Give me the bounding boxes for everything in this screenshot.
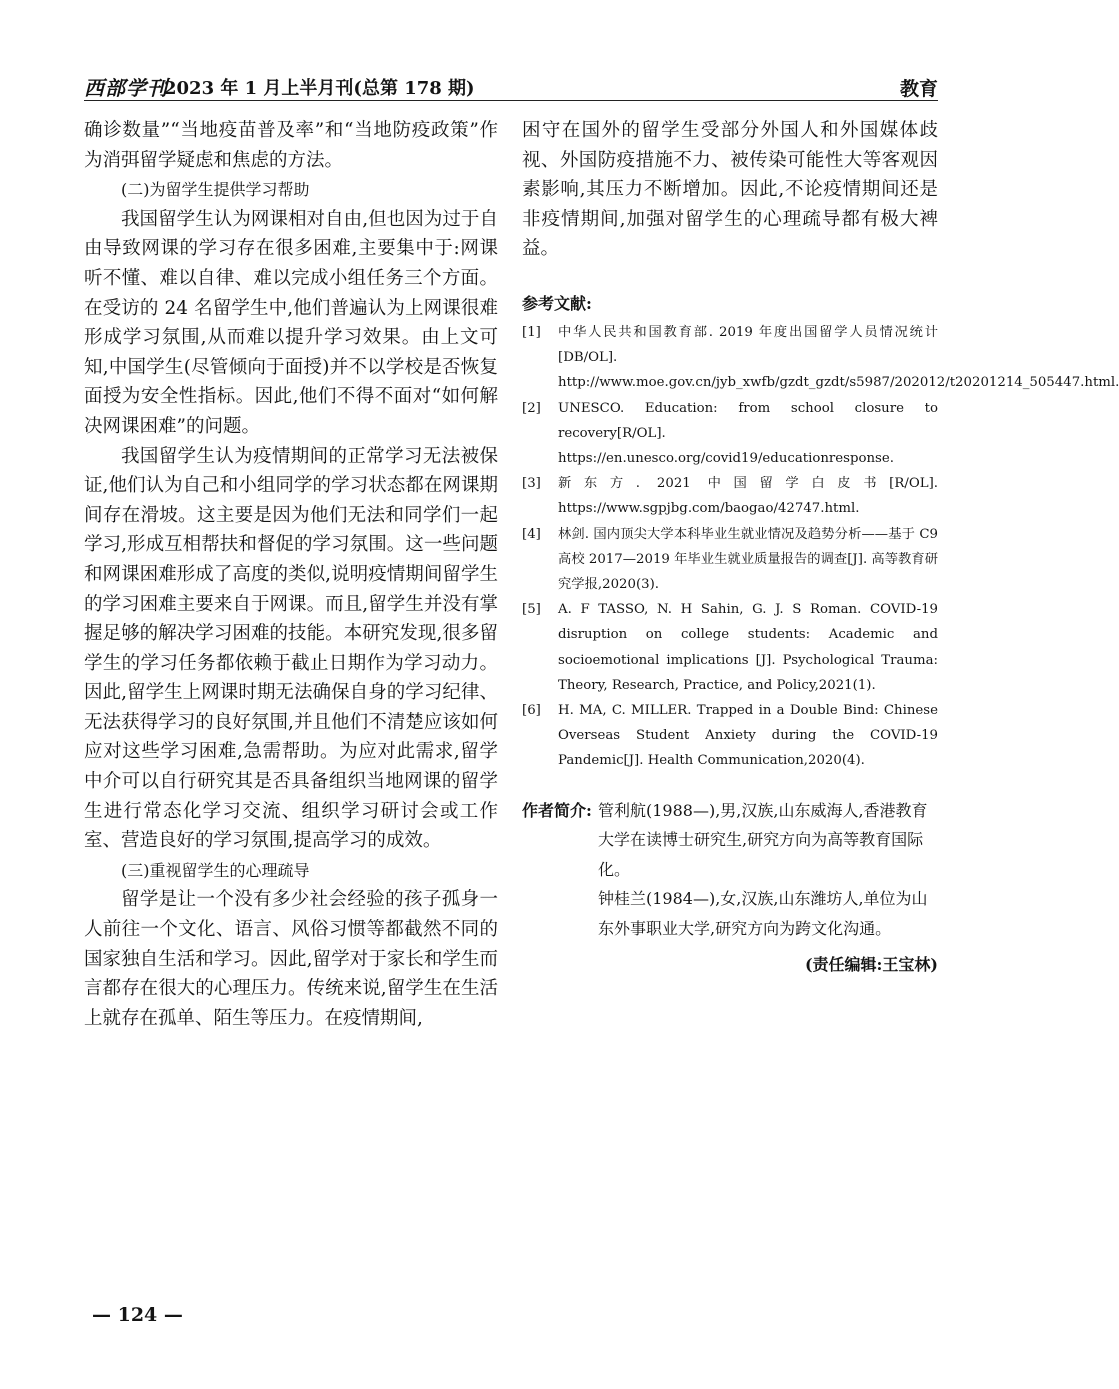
reference-item [522,597,938,698]
header-rule [84,100,938,101]
reference-item [522,320,1119,396]
reference-text: 新东方. 2021 中国留学白皮书[R/OL]. https://www.sgpjbg.com/baogao/42747.html. [558,476,938,517]
reference-number: [5] [522,602,541,618]
reference-text: UNESCO. Education: from school closure to recovery[R/OL]. https://en.unesco.org/covid19/educationresponse. [558,400,938,466]
left-column [84,116,498,1033]
editor-credit: (责任编辑:王宝林) [804,954,938,974]
paragraph: 确诊数量”“当地疫苗普及率”和“当地防疫政策”作为消弭留学疑虑和焦虑的方法。 [84,120,498,171]
reference-text: A. F TASSO, N. H Sahin, G. J. S Roman. COVID-19 disruption on college students: Academic and socioemotional implications [J]. Psychological Trauma: Theory, Research, Practice, and Policy,2021(1). [558,602,938,693]
reference-item [522,471,938,521]
reference-number: [4] [522,526,541,542]
paragraph: 留学是让一个没有多少社会经验的孩子孤身一人前往一个文化、语言、风俗习惯等都截然不同的国家独自生活和学习。因此,留学对于家长和学生而言都存在很大的心理压力。传统来说,留学生在生活上就存在孤单、陌生等压力。在疫情期间, [84,889,498,1029]
reference-number: [2] [522,400,541,416]
author-bio-entry: 钟桂兰(1984—),女,汉族,山东潍坊人,单位为山东外事职业大学,研究方向为跨文化沟通。 [598,889,928,938]
right-column [522,116,1119,980]
reference-item [522,396,938,472]
author-bio-entry: 管利航(1988—),男,汉族,山东威海人,香港教育大学在读博士研究生,研究方向为高等教育国际化。 [598,800,928,879]
journal-logo: 西部学刊 [84,76,168,100]
paragraph: 困守在国外的留学生受部分外国人和外国媒体歧视、外国防疫措施不力、被传染可能性大等客观因素影响,其压力不断增加。因此,不论疫情期间还是非疫情期间,加强对留学生的心理疏导都有极大裨益。 [522,120,938,260]
issue-info: 2023 年 1 月上半月刊(总第 178 期) [164,78,475,99]
reference-number: [1] [522,324,541,340]
paragraph: 我国留学生认为网课相对自由,但也因为过于自由导致网课的学习存在很多困难,主要集中于:网课听不懂、难以自律、难以完成小组任务三个方面。在受访的 24 名留学生中,他们普遍认为上网课很难形成学习氛围,从而难以提升学习效果。由上文可知,中国学生(尽管倾向于面授)并不以学校是否恢复面授为安全性指标。因此,他们不得不面对“如何解决网课困难”的问题。 [84,208,498,437]
reference-item [522,698,938,774]
reference-text: H. MA, C. MILLER. Trapped in a Double Bind: Chinese Overseas Student Anxiety during the COVID-19 Pandemic[J]. Health Communication,2020(4). [558,703,938,769]
reference-item [522,522,938,598]
page-number: — 124 — [92,1304,183,1326]
reference-text: 中华人民共和国教育部. 2019 年度出国留学人员情况统计[DB/OL]. http://www.moe.gov.cn/jyb_xwfb/gzdt_gzdt/s5987/202012/t20201214_505447.html. [558,324,1119,391]
reference-list [522,320,1119,774]
author-bio-label: 作者简介: [522,800,592,820]
references-heading: 参考文献: [522,293,592,313]
paragraph: 我国留学生认为疫情期间的正常学习无法被保证,他们认为自己和小组同学的学习状态都在网课期间存在滑坡。这主要是因为他们无法和同学们一起学习,形成互相帮扶和督促的学习氛围。这一些问题和网课困难形成了高度的类似,说明疫情期间留学生的学习困难主要来自于网课。而且,留学生并没有掌握足够的解决学习困难的技能。本研究发现,很多留学生的学习任务都依赖于截止日期作为学习动力。因此,留学生上网课时期无法确保自身的学习纪律、无法获得学习的良好氛围,并且他们不清楚应该如何应对这些学习困难,急需帮助。为应对此需求,留学中介可以自行研究其是否具备组织当地网课的留学生进行常态化学习交流、组织学习研讨会或工作室、营造良好的学习氛围,提高学习的成效。 [84,445,498,852]
subsection-heading: (二)为留学生提供学习帮助 [121,180,310,200]
reference-number: [3] [522,476,541,492]
author-bio [522,796,938,944]
reference-number: [6] [522,703,541,719]
subsection-heading: (三)重视留学生的心理疏导 [121,860,310,880]
section-name: 教育 [899,78,938,100]
page-header [84,70,938,102]
reference-text: 林剑. 国内顶尖大学本科毕业生就业情况及趋势分析——基于 C9 高校 2017—2019 年毕业生就业质量报告的调查[J]. 高等教育研究学报,2020(3). [558,526,938,592]
